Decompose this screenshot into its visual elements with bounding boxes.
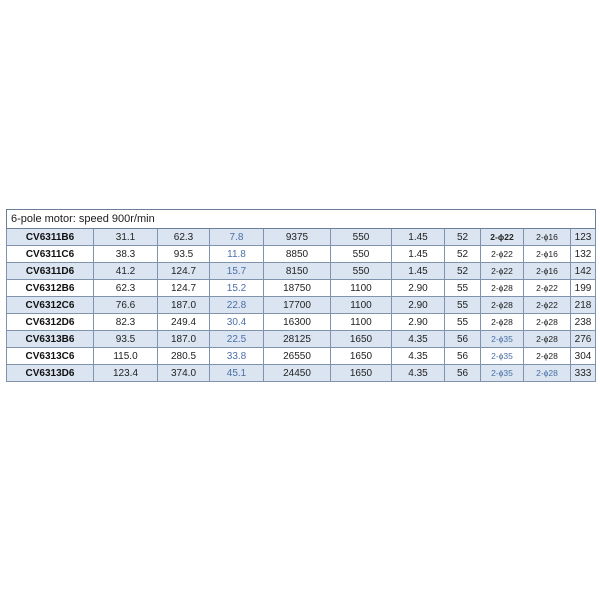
table-row <box>7 229 596 246</box>
table-cell: 123.4 <box>94 365 158 382</box>
table-cell: 22.8 <box>210 297 264 314</box>
table-cell: 76.6 <box>94 297 158 314</box>
table-cell: 2-ϕ28 <box>481 314 524 331</box>
table-cell: 550 <box>331 229 392 246</box>
table-cell: 1100 <box>331 297 392 314</box>
model-cell: CV6313C6 <box>7 348 94 365</box>
model-cell: CV6312D6 <box>7 314 94 331</box>
table-cell: 17700 <box>264 297 331 314</box>
table-cell: 2-ϕ35 <box>481 331 524 348</box>
table-cell: 550 <box>331 246 392 263</box>
table-cell: 2-ϕ35 <box>481 348 524 365</box>
table-cell: 333 <box>571 365 596 382</box>
model-cell: CV6313D6 <box>7 365 94 382</box>
table-cell: 31.1 <box>94 229 158 246</box>
table-cell: 26550 <box>264 348 331 365</box>
table-cell: 2.90 <box>392 297 445 314</box>
table-cell: 52 <box>445 263 481 280</box>
table-cell: 2.90 <box>392 314 445 331</box>
table-cell: 550 <box>331 263 392 280</box>
table-cell: 2-ϕ28 <box>524 348 571 365</box>
table-cell: 33.8 <box>210 348 264 365</box>
table-cell: 1.45 <box>392 246 445 263</box>
table-cell: 276 <box>571 331 596 348</box>
motor-spec-table <box>6 209 596 382</box>
table-cell: 28125 <box>264 331 331 348</box>
table-cell: 52 <box>445 246 481 263</box>
table-cell: 280.5 <box>158 348 210 365</box>
table-cell: 2-ϕ28 <box>524 314 571 331</box>
table-cell: 62.3 <box>94 280 158 297</box>
table-cell: 56 <box>445 331 481 348</box>
table-cell: 8150 <box>264 263 331 280</box>
table-cell: 142 <box>571 263 596 280</box>
table-cell: 187.0 <box>158 297 210 314</box>
table-cell: 9375 <box>264 229 331 246</box>
table-cell: 55 <box>445 297 481 314</box>
table-cell: 15.2 <box>210 280 264 297</box>
model-cell: CV6312C6 <box>7 297 94 314</box>
table-body <box>7 210 596 382</box>
table-cell: 2-ϕ22 <box>481 263 524 280</box>
model-cell: CV6313B6 <box>7 331 94 348</box>
table-cell: 304 <box>571 348 596 365</box>
table-cell: 115.0 <box>94 348 158 365</box>
table-row <box>7 348 596 365</box>
model-cell: CV6312B6 <box>7 280 94 297</box>
table-cell: 1650 <box>331 365 392 382</box>
table-cell: 1.45 <box>392 229 445 246</box>
table-cell: 374.0 <box>158 365 210 382</box>
table-cell: 41.2 <box>94 263 158 280</box>
table-cell: 15.7 <box>210 263 264 280</box>
table-cell: 2-ϕ22 <box>481 229 524 246</box>
table-cell: 45.1 <box>210 365 264 382</box>
model-cell: CV6311C6 <box>7 246 94 263</box>
table-cell: 55 <box>445 314 481 331</box>
table-cell: 1.45 <box>392 263 445 280</box>
table-cell: 2-ϕ28 <box>524 331 571 348</box>
table-cell: 132 <box>571 246 596 263</box>
table-cell: 8850 <box>264 246 331 263</box>
table-cell: 4.35 <box>392 348 445 365</box>
table-cell: 218 <box>571 297 596 314</box>
table-cell: 1100 <box>331 314 392 331</box>
table-cell: 30.4 <box>210 314 264 331</box>
table-cell: 55 <box>445 280 481 297</box>
table-cell: 1100 <box>331 280 392 297</box>
table-cell: 93.5 <box>158 246 210 263</box>
table-cell: 4.35 <box>392 331 445 348</box>
table-cell: 2-ϕ22 <box>481 246 524 263</box>
spec-table-container <box>6 209 595 382</box>
table-cell: 2-ϕ35 <box>481 365 524 382</box>
table-cell: 199 <box>571 280 596 297</box>
table-cell: 238 <box>571 314 596 331</box>
table-cell: 2.90 <box>392 280 445 297</box>
table-cell: 2-ϕ28 <box>524 365 571 382</box>
table-cell: 2-ϕ28 <box>481 280 524 297</box>
table-cell: 4.35 <box>392 365 445 382</box>
table-cell: 249.4 <box>158 314 210 331</box>
table-cell: 1650 <box>331 331 392 348</box>
table-row <box>7 263 596 280</box>
table-cell: 2-ϕ22 <box>524 297 571 314</box>
table-row <box>7 297 596 314</box>
table-cell: 18750 <box>264 280 331 297</box>
table-cell: 22.5 <box>210 331 264 348</box>
table-cell: 2-ϕ16 <box>524 229 571 246</box>
table-cell: 11.8 <box>210 246 264 263</box>
table-row <box>7 365 596 382</box>
table-cell: 2-ϕ28 <box>481 297 524 314</box>
table-cell: 123 <box>571 229 596 246</box>
table-cell: 82.3 <box>94 314 158 331</box>
table-row <box>7 280 596 297</box>
table-cell: 2-ϕ16 <box>524 263 571 280</box>
table-cell: 56 <box>445 365 481 382</box>
table-row <box>7 331 596 348</box>
table-row <box>7 246 596 263</box>
table-cell: 124.7 <box>158 263 210 280</box>
table-cell: 56 <box>445 348 481 365</box>
table-cell: 38.3 <box>94 246 158 263</box>
table-cell: 124.7 <box>158 280 210 297</box>
table-cell: 1650 <box>331 348 392 365</box>
table-title-row <box>7 210 596 229</box>
table-cell: 2-ϕ16 <box>524 246 571 263</box>
model-cell: CV6311D6 <box>7 263 94 280</box>
table-cell: 52 <box>445 229 481 246</box>
table-row <box>7 314 596 331</box>
table-cell: 16300 <box>264 314 331 331</box>
table-cell: 93.5 <box>94 331 158 348</box>
table-cell: 187.0 <box>158 331 210 348</box>
table-cell: 7.8 <box>210 229 264 246</box>
table-cell: 62.3 <box>158 229 210 246</box>
table-title: 6-pole motor: speed 900r/min <box>7 210 596 229</box>
table-cell: 2-ϕ22 <box>524 280 571 297</box>
model-cell: CV6311B6 <box>7 229 94 246</box>
table-cell: 24450 <box>264 365 331 382</box>
